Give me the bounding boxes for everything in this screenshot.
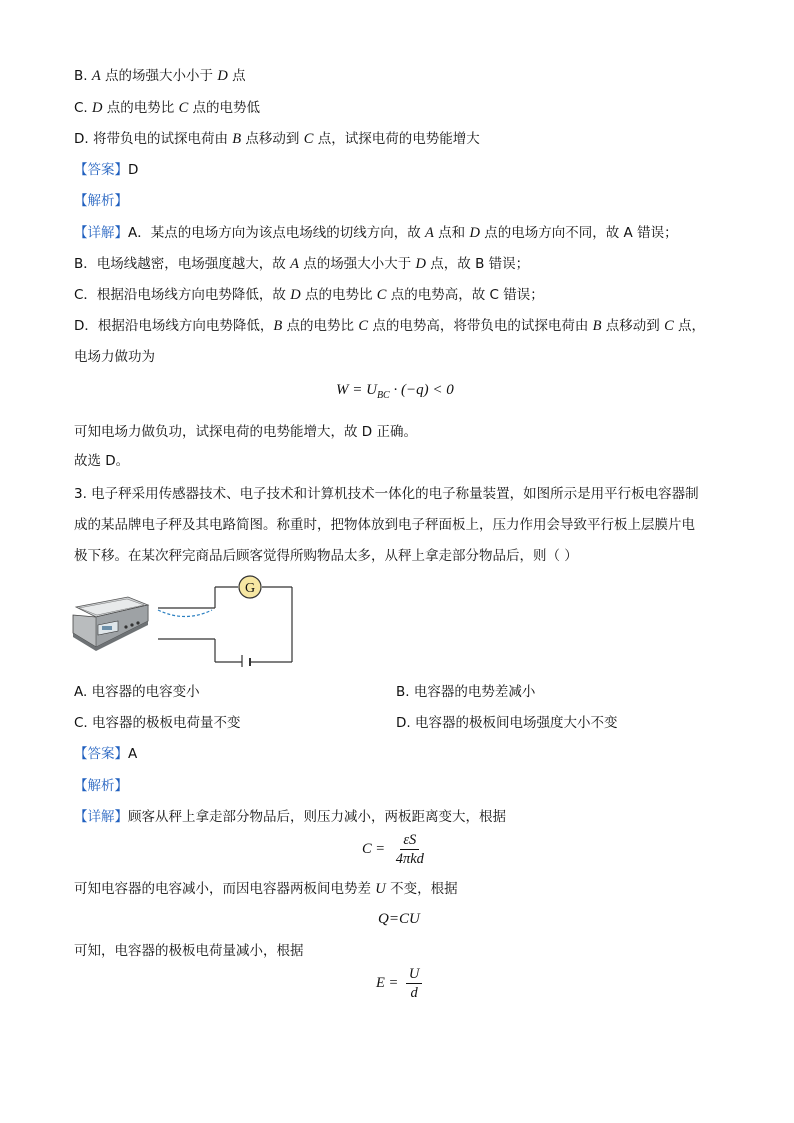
question-3-line3: 极下移。在某次秤完商品后顾客觉得所购物品太多，从秤上拿走部分物品后，则（ ） [74, 548, 578, 564]
option-b: B. A 点的场强大小小于 D 点 [74, 68, 246, 84]
membrane-plate-dashed [158, 610, 212, 617]
option-3c: C. 电容器的极板电荷量不变 [74, 715, 241, 731]
electronic-scale-image [73, 597, 148, 651]
circuit-diagram [158, 576, 292, 667]
work-formula: $W = U_{BC} \cdot (-q) < 0$ [336, 382, 454, 401]
choose-line: 故选 D。 [74, 453, 130, 469]
scale-circuit-figure [70, 575, 300, 667]
option-3a: A. 电容器的电容变小 [74, 684, 200, 700]
question-3-line1: 3. 电子秤采用传感器技术、电子技术和计算机技术一体化的电子称量装置，如图所示是用平行板电容器制 [74, 486, 699, 502]
answer-line-3: 【答案】A [74, 746, 138, 762]
capacitance-formula: C = $\frac{\varepsilon S}{\text{4πkd}}$ [362, 832, 424, 867]
detail-line-3-3: 可知，电容器的极板电荷量减小，根据 [74, 943, 304, 959]
option-c: C. D 点的电势比 C 点的电势低 [74, 100, 261, 116]
detail-line-3-1: 【详解】顾客从秤上拿走部分物品后，则压力减小，两板距离变大，根据 [74, 809, 506, 825]
detail-line-b: B．电场线越密，电场强度越大，故 A 点的场强大小大于 D 点，故 B 错误； [74, 256, 530, 272]
detail-line-d: D．根据沿电场线方向电势降低，B 点的电势比 C 点的电势高，将带负电的试探电荷由 B 点移动到 C 点， [74, 318, 706, 334]
answer-line: 【答案】D [74, 162, 139, 178]
field-formula: E = $\frac{U}{d}$ [376, 966, 422, 1001]
option-3b: B. 电容器的电势差减小 [396, 684, 536, 700]
detail-line-c: C．根据沿电场线方向电势降低，故 D 点的电势比 C 点的电势高，故 C 错误； [74, 287, 544, 303]
question-3-line2: 成的某品牌电子秤及其电路简图。称重时，把物体放到电子秤面板上，压力作用会导致平行板上层膜片电 [74, 517, 695, 533]
detail-line-a: 【详解】A．某点的电场方向为该点电场线的切线方向，故 A 点和 D 点的电场方向不同，故 A 错误； [74, 225, 678, 241]
charge-formula: Q=CU [378, 911, 420, 927]
option-d: D. 将带负电的试探电荷由 B 点移动到 C 点，试探电荷的电势能增大 [74, 131, 480, 147]
analysis-heading-3: 【解析】 [74, 778, 128, 794]
galvanometer-label: G [244, 581, 256, 596]
analysis-heading: 【解析】 [74, 193, 128, 209]
option-3d: D. 电容器的极板间电场强度大小不变 [396, 715, 618, 731]
conclusion-line: 可知电场力做负功，试探电荷的电势能增大，故 D 正确。 [74, 424, 417, 440]
detail-line-3-2: 可知电容器的电容减小，而因电容器两板间电势差 U 不变，根据 [74, 881, 458, 897]
detail-line-d2: 电场力做功为 [74, 349, 155, 365]
